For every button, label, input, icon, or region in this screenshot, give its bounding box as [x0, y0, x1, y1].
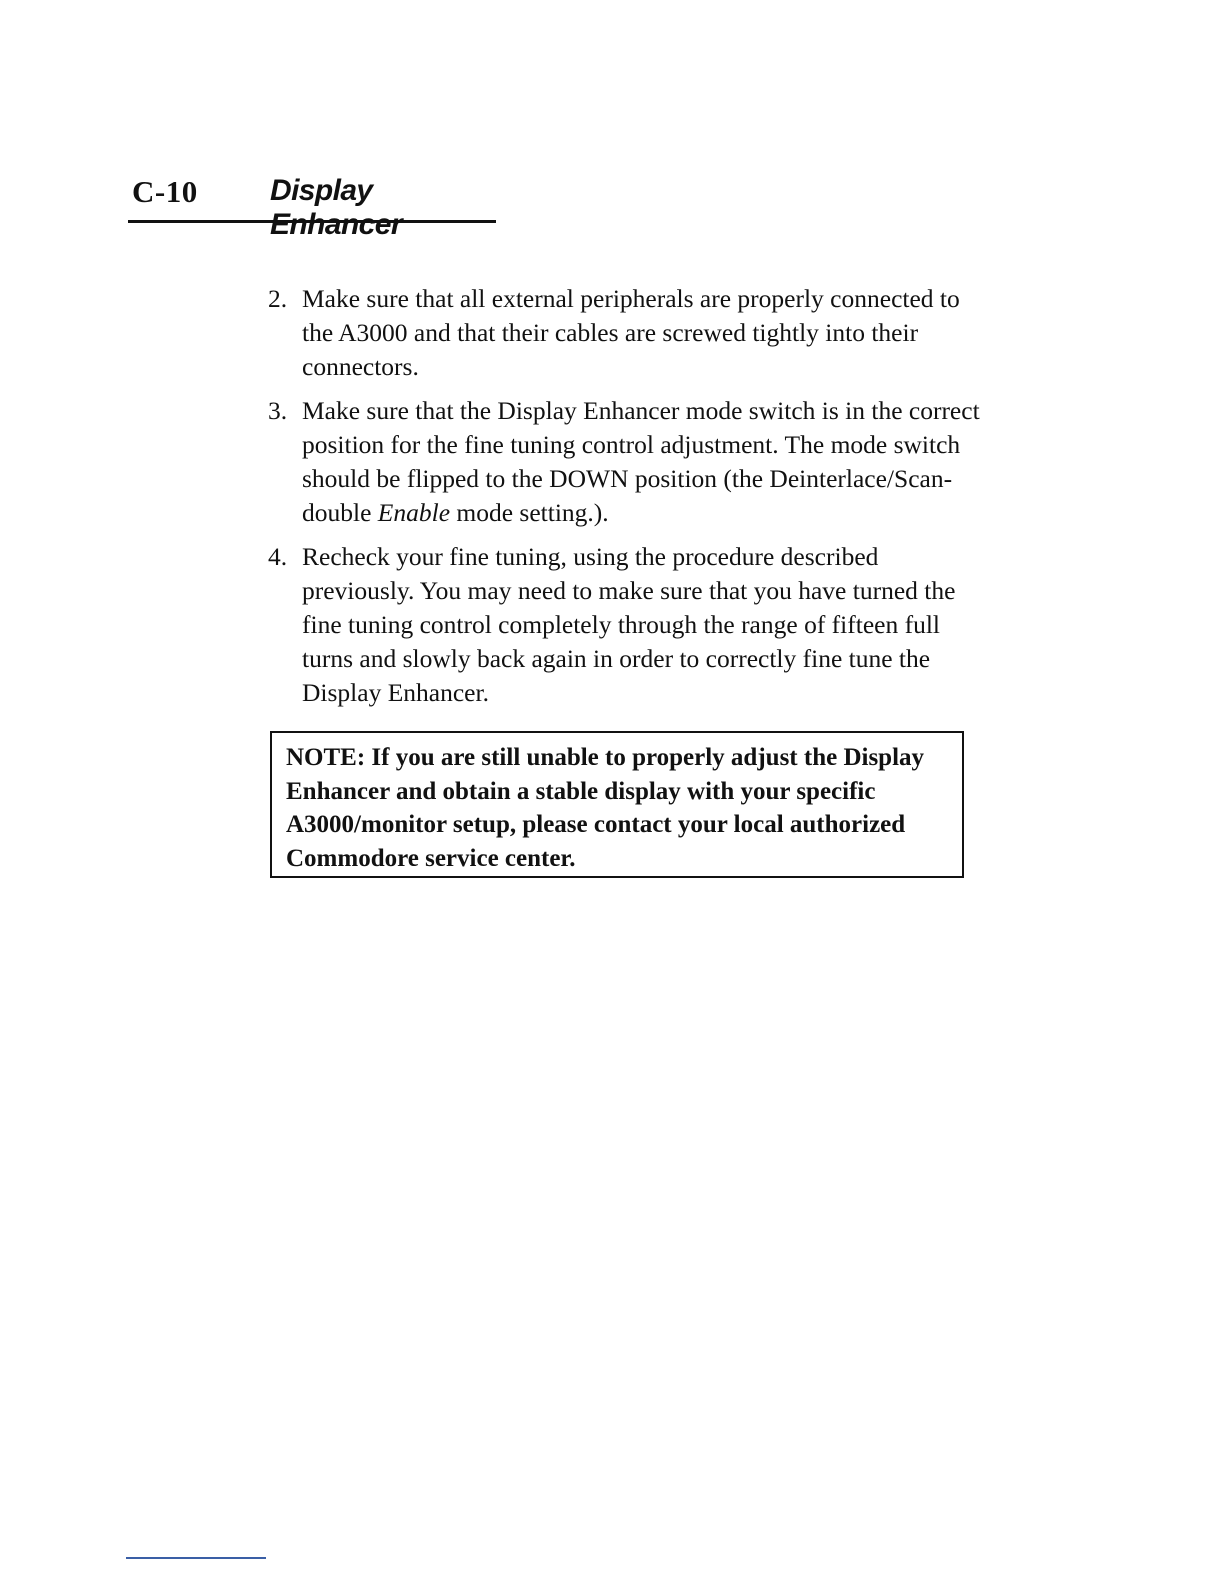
step-text-start: Make sure that the Display Enhancer mode switch is in the correct position for the fine tuning control adjustment. The mode switch should be flipped to the DOWN position (the Deinterlace/Scan-double: [302, 396, 980, 527]
list-item: [262, 282, 982, 384]
step-number: 2.: [268, 284, 288, 313]
emphasized-term: Enable: [377, 498, 451, 527]
note-box: [270, 731, 964, 878]
list-item: [262, 540, 982, 710]
step-number: 4.: [268, 542, 288, 571]
page-number: C-10: [132, 174, 198, 209]
page-header: [128, 172, 496, 241]
step-text-end: mode setting.).: [450, 498, 609, 527]
step-text: Make sure that all external peripherals are properly connected to the A3000 and that their cables are screwed tightly into their connectors.: [302, 284, 960, 381]
note-text: NOTE: If you are still unable to properly adjust the Display Enhancer and obtain a stable display with your specific A3000/monitor setup, please contact your local authorized Commodore service center.: [286, 744, 925, 872]
step-number: 3.: [268, 396, 288, 425]
procedure-steps-list: [262, 282, 982, 720]
step-text: Recheck your fine tuning, using the procedure described previously. You may need to make sure that you have turned the fine tuning control completely through the range of fifteen full turns and slowly back again in order to correctly fine tune the Display Enhancer.: [302, 542, 956, 707]
section-title: Display Enhancer: [270, 174, 402, 241]
step-text: [302, 394, 982, 530]
footer-divider: [126, 1557, 266, 1559]
list-item: [262, 394, 982, 530]
